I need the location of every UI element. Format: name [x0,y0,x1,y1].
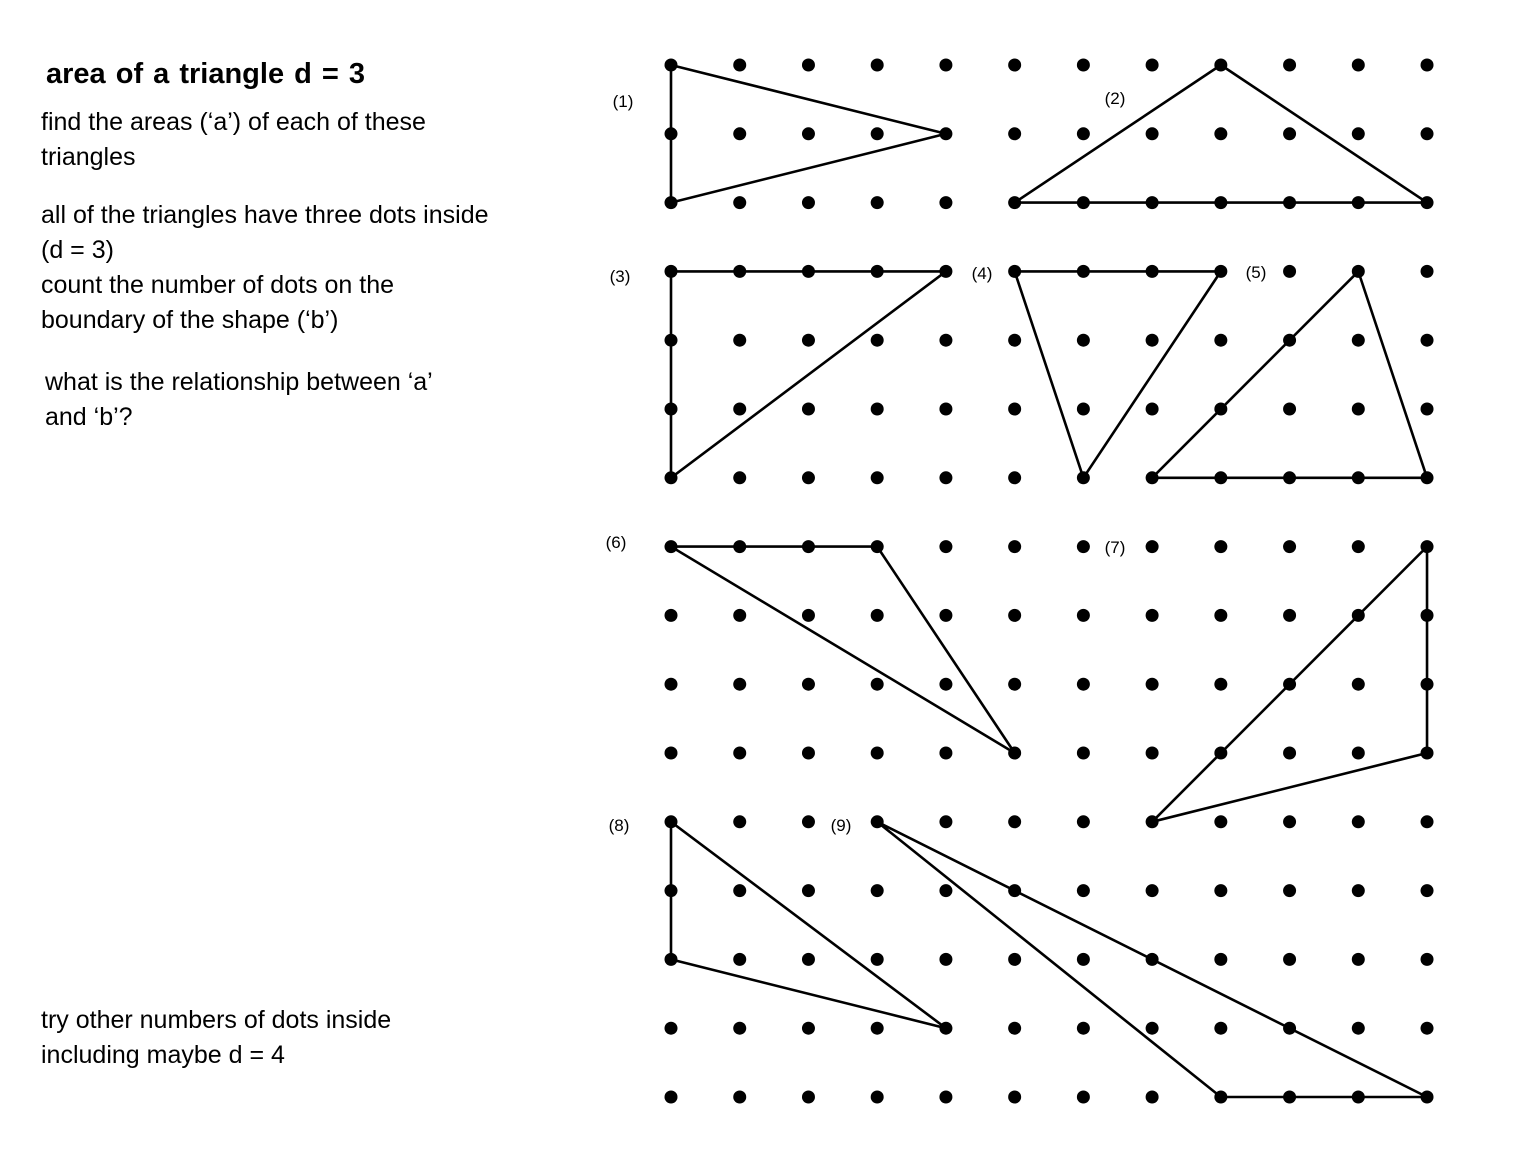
grid-dot [1283,609,1296,622]
grid-dot [1008,127,1021,140]
grid-dot [871,609,884,622]
grid-dot [1283,127,1296,140]
grid-dot [733,747,746,760]
grid-dot [1283,815,1296,828]
grid-dot [1352,747,1365,760]
triangle-label-3: (3) [609,267,631,286]
grid-dot [1352,334,1365,347]
instruction-line: triangles [41,143,136,171]
instruction-line: and ‘b’? [45,403,133,431]
grid-dot [733,609,746,622]
grid-dot [1214,678,1227,691]
grid-dot [1008,678,1021,691]
grid-dot [1421,59,1434,72]
instruction-line: count the number of dots on the [41,271,395,299]
grid-dot [1283,265,1296,278]
grid-dot [871,127,884,140]
grid-dot [1077,403,1090,416]
grid-dot [1214,609,1227,622]
grid-dot [802,1022,815,1035]
grid-dot [1077,953,1090,966]
triangle-8 [671,822,946,1028]
grid-dot [1146,884,1159,897]
instruction-line: boundary of the shape (‘b’) [41,306,339,334]
grid-dot [871,747,884,760]
triangle-4 [1015,271,1221,477]
grid-dot [665,1091,678,1104]
grid-dot [939,609,952,622]
triangle-label-2: (2) [1104,89,1126,108]
grid-dot [1008,403,1021,416]
grid-dots [665,59,1434,1104]
grid-dot [939,1091,952,1104]
grid-dot [802,678,815,691]
grid-dot [733,953,746,966]
grid-dot [1421,815,1434,828]
grid-dot [1077,334,1090,347]
grid-dot [1283,884,1296,897]
grid-dot [1214,815,1227,828]
grid-dot [871,471,884,484]
grid-dot [665,678,678,691]
grid-dot [1146,609,1159,622]
grid-dot [665,747,678,760]
grid-dot [733,678,746,691]
grid-dot [665,1022,678,1035]
grid-dot [1283,540,1296,553]
instruction-line: try other numbers of dots inside [41,1006,392,1034]
grid-dot [733,815,746,828]
grid-dot [1077,884,1090,897]
grid-dot [733,1022,746,1035]
grid-dot [802,609,815,622]
grid-dot [1421,953,1434,966]
page-title: area of a triangle d = 3 [46,58,366,90]
grid-dot [733,127,746,140]
grid-dot [1214,540,1227,553]
triangle-5 [1152,271,1427,477]
grid-dot [1077,540,1090,553]
grid-dot [939,403,952,416]
grid-dot [1077,1022,1090,1035]
grid-dot [1146,334,1159,347]
grid-dot [802,196,815,209]
grid-dot [1146,127,1159,140]
grid-dot [733,196,746,209]
grid-dot [1352,884,1365,897]
grid-dot [733,334,746,347]
grid-dot [1214,127,1227,140]
triangle-3 [671,271,946,477]
grid-dot [802,747,815,760]
grid-dot [1008,953,1021,966]
grid-dot [1421,884,1434,897]
grid-dot [1008,1091,1021,1104]
grid-dot [1214,1022,1227,1035]
grid-dot [1283,747,1296,760]
grid-dot [939,815,952,828]
triangle-label-7: (7) [1104,538,1126,557]
grid-dot [871,196,884,209]
grid-dot [733,884,746,897]
instruction-line: including maybe d = 4 [41,1041,285,1069]
grid-dot [939,334,952,347]
grid-dot [802,59,815,72]
grid-dot [1146,747,1159,760]
grid-dot [1077,1091,1090,1104]
triangle-7 [1152,547,1427,822]
triangles [671,65,1427,1097]
grid-dot [665,609,678,622]
grid-dot [802,884,815,897]
grid-dot [1352,1022,1365,1035]
triangle-label-4: (4) [971,264,993,283]
grid-dot [1283,953,1296,966]
grid-dot [1421,1022,1434,1035]
grid-dot [871,334,884,347]
grid-dot [1008,540,1021,553]
grid-dot [871,953,884,966]
triangle-label-9: (9) [830,816,852,835]
grid-dot [802,127,815,140]
grid-dot [1421,334,1434,347]
grid-dot [802,471,815,484]
grid-dot [1421,403,1434,416]
instruction-line: find the areas (‘a’) of each of these [41,108,426,136]
grid-dot [939,953,952,966]
grid-dot [871,403,884,416]
grid-dot [802,953,815,966]
grid-dot [1008,609,1021,622]
grid-dot [939,59,952,72]
grid-dot [1077,59,1090,72]
grid-dot [1146,1022,1159,1035]
grid-dot [1352,127,1365,140]
grid-dot [733,1091,746,1104]
grid-dot [1421,265,1434,278]
grid-dot [1146,1091,1159,1104]
grid-dot [1008,815,1021,828]
grid-dot [1008,334,1021,347]
grid-dot [1421,127,1434,140]
grid-dot [1352,815,1365,828]
grid-dot [1146,540,1159,553]
grid-dot [802,403,815,416]
triangle-label-1: (1) [612,92,634,111]
grid-dot [1352,59,1365,72]
instruction-line: what is the relationship between ‘a’ [45,368,433,396]
triangle-6 [671,547,1015,753]
grid-dot [871,1091,884,1104]
grid-dot [1214,884,1227,897]
grid-dot [1077,678,1090,691]
grid-dot [871,1022,884,1035]
grid-dot [1352,678,1365,691]
grid-dot [939,471,952,484]
triangle-9 [877,822,1427,1097]
grid-dot [939,540,952,553]
grid-dot [733,59,746,72]
grid-dot [1214,953,1227,966]
grid-dot [1008,471,1021,484]
grid-dot [1352,540,1365,553]
grid-dot [1008,1022,1021,1035]
grid-dot [1352,403,1365,416]
grid-dot [939,747,952,760]
grid-dot [1077,815,1090,828]
triangle-label-8: (8) [608,816,630,835]
grid-dot [1283,59,1296,72]
grid-dot [1077,609,1090,622]
grid-dot [733,471,746,484]
grid-dot [1352,953,1365,966]
grid-dot [1214,334,1227,347]
grid-dot [1077,127,1090,140]
grid-dot [802,334,815,347]
grid-dot [1146,678,1159,691]
grid-dot [871,59,884,72]
grid-dot [871,884,884,897]
grid-dot [939,884,952,897]
grid-dot [1146,59,1159,72]
grid-dot [1008,59,1021,72]
instruction-line: (d = 3) [41,236,114,264]
grid-dot [939,678,952,691]
grid-dot [871,678,884,691]
grid-dot [1283,403,1296,416]
grid-dot [802,815,815,828]
grid-dot [1077,747,1090,760]
instruction-line: all of the triangles have three dots inside [41,201,489,229]
grid-dot [939,196,952,209]
grid-dot [1146,403,1159,416]
triangle-label-5: (5) [1245,263,1267,282]
triangle-label-6: (6) [605,533,627,552]
grid-dot [733,403,746,416]
grid-dot [802,1091,815,1104]
